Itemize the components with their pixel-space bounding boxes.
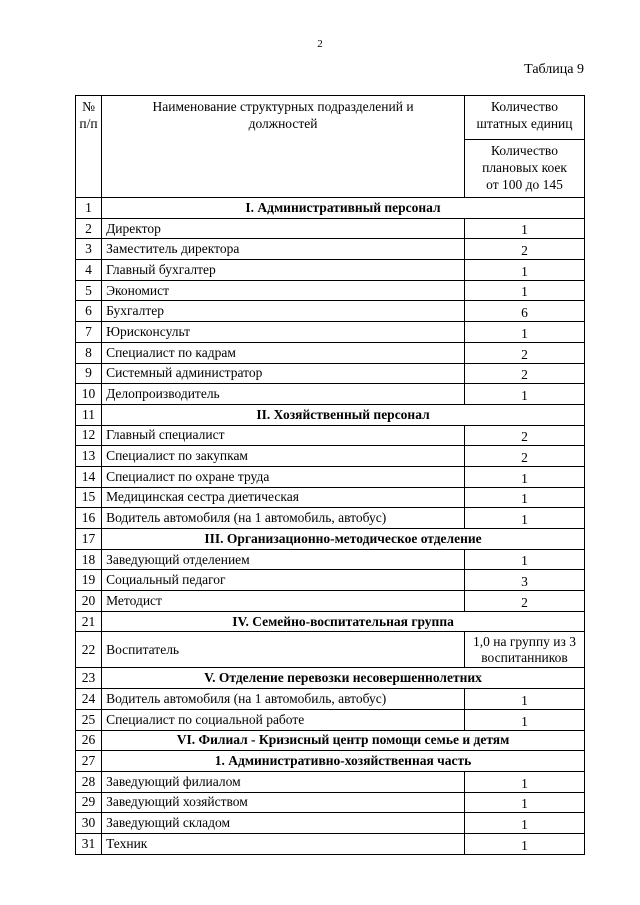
staff-count: 2: [465, 342, 585, 363]
position-name: Специалист по кадрам: [102, 342, 465, 363]
staff-count: 1: [465, 549, 585, 570]
position-name: Методист: [102, 591, 465, 612]
position-name: Социальный педагог: [102, 570, 465, 591]
staff-count: 2: [465, 363, 585, 384]
staff-count: 1: [465, 771, 585, 792]
table-row: [76, 446, 585, 467]
section-title: V. Отделение перевозки несовершеннолетних: [102, 668, 585, 689]
table-row: [76, 260, 585, 281]
table-row: [76, 280, 585, 301]
row-number: 24: [76, 689, 102, 710]
table-row: [76, 239, 585, 260]
position-name: Специалист по социальной работе: [102, 709, 465, 730]
row-number: 3: [76, 239, 102, 260]
staff-count: 2: [465, 591, 585, 612]
position-name: Воспитатель: [102, 632, 465, 668]
table-row: [76, 466, 585, 487]
table-row: [76, 689, 585, 710]
table-row: [76, 218, 585, 239]
header-num: № п/п: [76, 96, 102, 198]
table-section-row: [76, 611, 585, 632]
table-row: [76, 487, 585, 508]
table-row: [76, 833, 585, 854]
table-header-row: [76, 96, 585, 140]
staff-count: 1: [465, 260, 585, 281]
table-section-row: [76, 668, 585, 689]
table-row: [76, 591, 585, 612]
staff-count: 2: [465, 446, 585, 467]
position-name: Главный специалист: [102, 425, 465, 446]
table-row: [76, 301, 585, 322]
page-number: 2: [317, 38, 323, 50]
row-number: 12: [76, 425, 102, 446]
row-number: 28: [76, 771, 102, 792]
table-row: [76, 384, 585, 405]
position-name: Заведующий складом: [102, 813, 465, 834]
row-number: 14: [76, 466, 102, 487]
position-name: Делопроизводитель: [102, 384, 465, 405]
table-row: [76, 813, 585, 834]
position-name: Заведующий отделением: [102, 549, 465, 570]
row-number: 29: [76, 792, 102, 813]
row-number: 23: [76, 668, 102, 689]
table-row: [76, 771, 585, 792]
position-name: Директор: [102, 218, 465, 239]
table-section-row: [76, 198, 585, 219]
section-title: II. Хозяйственный персонал: [102, 404, 585, 425]
position-name: Специалист по закупкам: [102, 446, 465, 467]
table-row: [76, 549, 585, 570]
row-number: 5: [76, 280, 102, 301]
position-name: Экономист: [102, 280, 465, 301]
header-name: Наименование структурных подразделений и должностей: [102, 96, 465, 198]
section-title: IV. Семейно-воспитательная группа: [102, 611, 585, 632]
staff-count: 1: [465, 322, 585, 343]
table-row: [76, 425, 585, 446]
row-number: 13: [76, 446, 102, 467]
row-number: 17: [76, 529, 102, 550]
position-name: Водитель автомобиля (на 1 автомобиль, автобус): [102, 508, 465, 529]
header-beds: Количество плановых коек от 100 до 145: [465, 140, 585, 198]
staff-count: 1: [465, 709, 585, 730]
row-number: 26: [76, 730, 102, 751]
row-number: 21: [76, 611, 102, 632]
header-count: Количество штатных единиц: [465, 96, 585, 140]
row-number: 25: [76, 709, 102, 730]
row-number: 1: [76, 198, 102, 219]
position-name: Техник: [102, 833, 465, 854]
staff-count: 3: [465, 570, 585, 591]
position-name: Заведующий хозяйством: [102, 792, 465, 813]
section-title: VI. Филиал - Кризисный центр помощи семье и детям: [102, 730, 585, 751]
staff-count: 1: [465, 280, 585, 301]
section-title: I. Административный персонал: [102, 198, 585, 219]
staff-count: 1,0 на группу из 3 воспитанников: [465, 632, 585, 668]
table-row: [76, 792, 585, 813]
row-number: 27: [76, 751, 102, 772]
staff-count: 1: [465, 833, 585, 854]
row-number: 31: [76, 833, 102, 854]
staff-count: 1: [465, 508, 585, 529]
table-section-row: [76, 404, 585, 425]
staff-count: 6: [465, 301, 585, 322]
row-number: 2: [76, 218, 102, 239]
row-number: 19: [76, 570, 102, 591]
staff-count: 2: [465, 425, 585, 446]
table-row: [76, 322, 585, 343]
row-number: 4: [76, 260, 102, 281]
section-title: 1. Административно-хозяйственная часть: [102, 751, 585, 772]
position-name: Водитель автомобиля (на 1 автомобиль, автобус): [102, 689, 465, 710]
table-row: [76, 363, 585, 384]
row-number: 30: [76, 813, 102, 834]
row-number: 9: [76, 363, 102, 384]
table-row: [76, 342, 585, 363]
position-name: Специалист по охране труда: [102, 466, 465, 487]
staff-count: 1: [465, 813, 585, 834]
row-number: 11: [76, 404, 102, 425]
row-number: 22: [76, 632, 102, 668]
staff-count: 1: [465, 689, 585, 710]
position-name: Медицинская сестра диетическая: [102, 487, 465, 508]
position-name: Бухгалтер: [102, 301, 465, 322]
position-name: Заведующий филиалом: [102, 771, 465, 792]
table-section-row: [76, 730, 585, 751]
staff-count: 1: [465, 384, 585, 405]
table-row: [76, 570, 585, 591]
position-name: Заместитель директора: [102, 239, 465, 260]
staff-count: 1: [465, 466, 585, 487]
staff-count: 2: [465, 239, 585, 260]
table-row: [76, 508, 585, 529]
table-section-row: [76, 751, 585, 772]
row-number: 18: [76, 549, 102, 570]
row-number: 15: [76, 487, 102, 508]
table-label: Таблица 9: [524, 62, 584, 77]
staff-count: 1: [465, 218, 585, 239]
row-number: 6: [76, 301, 102, 322]
position-name: Главный бухгалтер: [102, 260, 465, 281]
table-section-row: [76, 529, 585, 550]
row-number: 20: [76, 591, 102, 612]
table-row: [76, 709, 585, 730]
staff-count: 1: [465, 792, 585, 813]
table-row: [76, 632, 585, 668]
row-number: 7: [76, 322, 102, 343]
position-name: Юрисконсульт: [102, 322, 465, 343]
position-name: Системный администратор: [102, 363, 465, 384]
staff-table: [75, 95, 585, 855]
section-title: III. Организационно-методическое отделение: [102, 529, 585, 550]
row-number: 10: [76, 384, 102, 405]
row-number: 16: [76, 508, 102, 529]
row-number: 8: [76, 342, 102, 363]
staff-count: 1: [465, 487, 585, 508]
